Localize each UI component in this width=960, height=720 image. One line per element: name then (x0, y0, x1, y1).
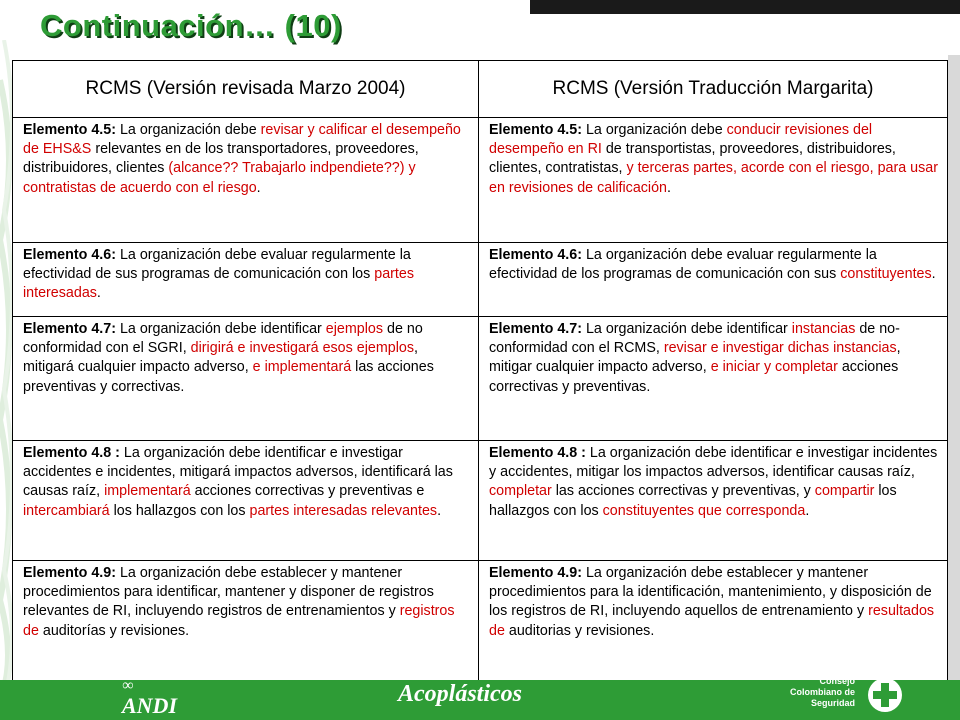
cell-left (13, 317, 479, 441)
element-label: Elemento 4.9: (23, 565, 116, 581)
body-text: La organización debe evaluar regularmente la efectividad de sus programas de comunicación con los (23, 247, 411, 283)
body-text: . (256, 179, 261, 196)
body-text: . (437, 502, 442, 519)
body-text: , mitigar cualquier impacto adverso, (489, 340, 901, 376)
element-label: Elemento 4.8 : (489, 445, 586, 461)
body-text: La organización debe (115, 122, 261, 138)
highlighted-text: revisar e investigar dichas instancias (663, 340, 897, 357)
highlighted-text: completar (489, 483, 552, 500)
body-text: . (931, 266, 936, 283)
body-text: La organización debe evaluar regularmente la efectividad de los programas de comunicación con sus (489, 247, 877, 283)
table-row (13, 317, 948, 441)
highlighted-text: partes interesadas (23, 266, 415, 302)
body-text: los hallazgos con los (489, 483, 897, 519)
acoplasticos-logo: Acoplásticos (398, 681, 522, 707)
body-text: La organización debe (581, 122, 727, 138)
consejo-line: Colombiano de (790, 687, 855, 697)
body-text: La organización debe identificar (581, 321, 792, 337)
body-text: La organización debe identificar (115, 321, 326, 337)
body-text: La organización debe establecer y mantener procedimientos para la identificación, mantenimiento, y disposición de los registros de RI, incluyendo aquellos de entrenamiento y (489, 565, 932, 620)
table-row (13, 243, 948, 317)
highlighted-text: constituyentes que corresponda (602, 502, 806, 519)
highlighted-text: compartir (814, 483, 875, 500)
highlighted-text: y terceras partes, acorde con el riesgo, para usar en revisiones de calificación (489, 160, 938, 196)
cell-right (479, 243, 948, 317)
body-text: La organización debe establecer y mantener procedimientos para identificar, mantener y disponer de registros relevantes de RI, incluyendo registros de entrenamientos y (23, 565, 434, 620)
body-text: La organización debe identificar e investigar incidentes y accidentes, mitigar los impactos adversos, identificar causas raíz, (489, 445, 938, 481)
body-text: acciones correctivas y preventivas. (489, 359, 899, 395)
cross-logo-icon (866, 676, 904, 714)
highlighted-text: partes interesadas relevantes (249, 502, 438, 519)
element-label: Elemento 4.6: (23, 247, 116, 263)
body-text: las acciones preventivas y correctivas. (23, 359, 434, 395)
cell-left (13, 118, 479, 243)
highlighted-text: registros de (23, 603, 455, 639)
highlighted-text: resultados de (489, 603, 935, 639)
body-text: las acciones correctivas y preventivas, y (551, 483, 815, 500)
consejo-logo-text (775, 676, 855, 709)
body-text: , mitigará cualquier impacto adverso, (23, 340, 418, 376)
cell-right (479, 441, 948, 561)
table-body (13, 118, 948, 681)
consejo-line: Seguridad (810, 698, 855, 708)
slide-title: Continuación… (10) (40, 8, 342, 43)
table-row (13, 441, 948, 561)
body-text: auditorias y revisiones. (504, 622, 655, 639)
highlighted-text: ejemplos (325, 321, 384, 337)
right-decorative-bar (948, 55, 960, 680)
top-dark-bar (530, 0, 960, 14)
highlighted-text: e iniciar y completar (710, 359, 838, 376)
body-text: de no-conformidad con el RCMS, (489, 321, 900, 357)
highlighted-text: conducir revisiones del desempeño en RI (489, 122, 873, 158)
cell-right (479, 561, 948, 681)
table-row (13, 561, 948, 681)
andi-logo-text: ANDI (122, 693, 178, 718)
highlighted-text: instancias (791, 321, 856, 337)
body-text: . (805, 502, 810, 519)
highlighted-text: (alcance?? Trabajarlo indpendiete??) y contratistas de acuerdo con el riesgo (23, 160, 416, 196)
cell-left (13, 441, 479, 561)
body-text: La organización debe identificar e investigar accidentes e incidentes, mitigará impactos adversos, identificará las causas raíz, (23, 445, 453, 500)
highlighted-text: dirigirá e investigará esos ejemplos (190, 340, 414, 357)
element-label: Elemento 4.7: (489, 321, 582, 337)
element-label: Elemento 4.5: (489, 122, 582, 138)
element-label: Elemento 4.5: (23, 122, 116, 138)
column-header-traduccion: RCMS (Versión Traducción Margarita) (479, 61, 948, 118)
body-text: de no conformidad con el SGRI, (23, 321, 423, 357)
body-text: . (667, 179, 671, 196)
body-text: de transportistas, proveedores, distribuidores, clientes, contratistas, (489, 141, 896, 177)
body-text: . (96, 285, 101, 302)
element-label: Elemento 4.7: (23, 321, 116, 337)
comparison-table (12, 60, 948, 681)
consejo-line: Consejo (819, 676, 855, 686)
element-label: Elemento 4.8 : (23, 445, 120, 461)
body-text: auditorías y revisiones. (38, 622, 190, 639)
andi-logo (122, 673, 177, 716)
andi-logo-mark: ∞ (122, 677, 134, 694)
body-text: los hallazgos con los (109, 502, 250, 519)
highlighted-text: implementará (104, 483, 191, 500)
cell-right (479, 317, 948, 441)
element-label: Elemento 4.6: (489, 247, 582, 263)
cell-left (13, 243, 479, 317)
highlighted-text: revisar y calificar el desempeño de EHS&S (23, 122, 461, 158)
column-header-revisada: RCMS (Versión revisada Marzo 2004) (13, 61, 479, 118)
body-text: acciones correctivas y preventivas e (190, 483, 425, 500)
body-text: relevantes en de los transportadores, proveedores, distribuidores, clientes (23, 141, 419, 177)
header-row (13, 61, 948, 118)
cell-left (13, 561, 479, 681)
cell-right (479, 118, 948, 243)
element-label: Elemento 4.9: (489, 565, 582, 581)
table-row (13, 118, 948, 243)
highlighted-text: constituyentes (840, 266, 932, 283)
highlighted-text: e implementará (252, 359, 352, 376)
highlighted-text: intercambiará (23, 502, 110, 519)
